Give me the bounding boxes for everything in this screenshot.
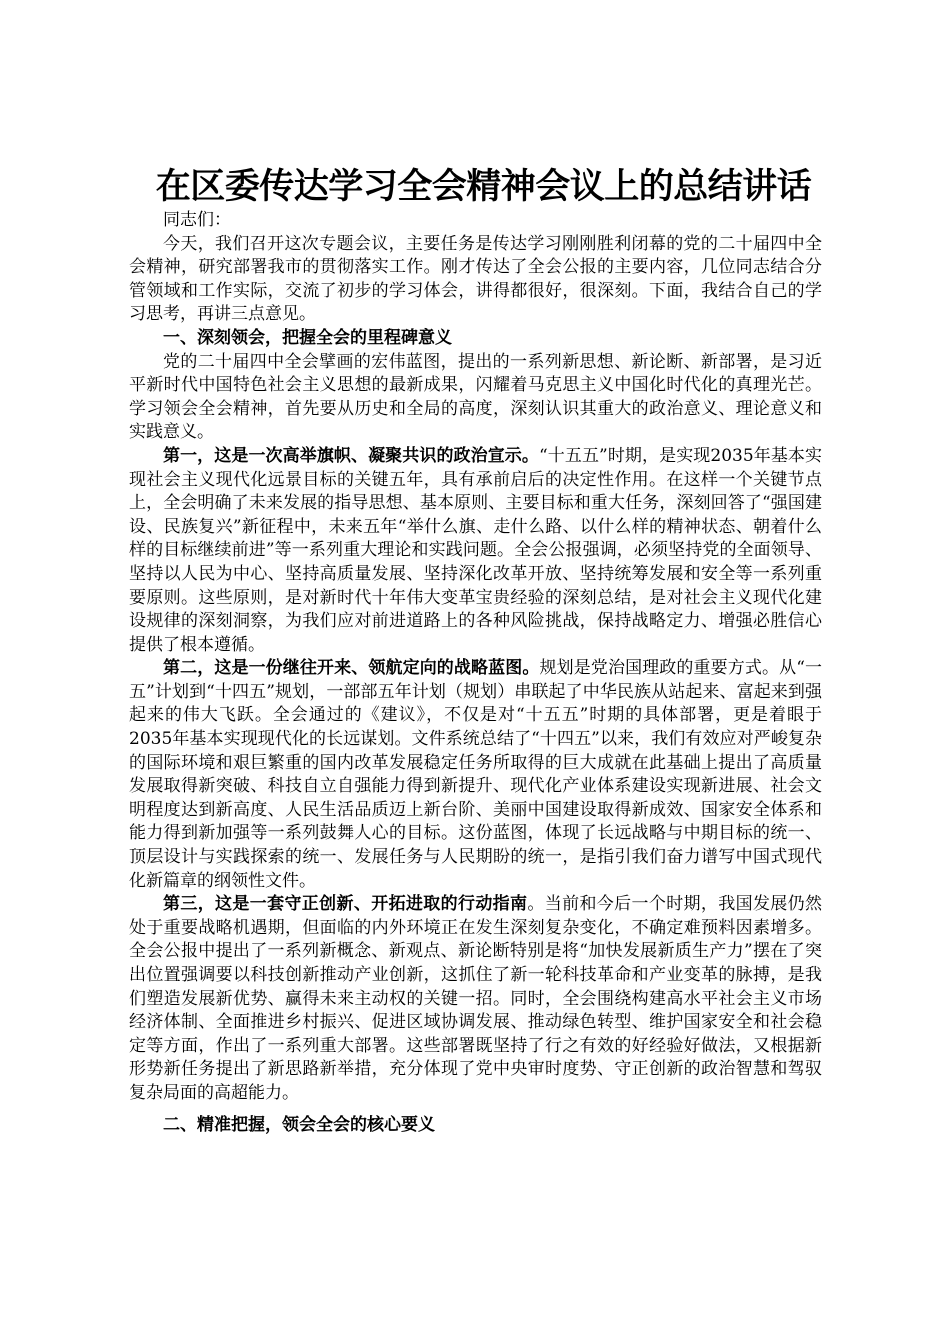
point-lead-2: 第二，这是一份继往开来、领航定向的战略蓝图。	[163, 658, 540, 679]
point-paragraph-2	[129, 657, 822, 893]
document-page	[129, 165, 822, 1137]
salutation: 同志们：	[163, 210, 231, 230]
section-heading-2: 二、精准把握，领会全会的核心要义	[163, 1114, 435, 1135]
section1-intro-paragraph: 党的二十届四中全会擘画的宏伟蓝图，提出的一系列新思想、新论断、新部署，是习近平新时代中国特色社会主义思想的最新成果，闪耀着马克思主义中国化时代化的真理光芒。学习领会全会精神，首先要从历史和全局的高度，深刻认识其重大的政治意义、理论意义和实践意义。	[129, 351, 822, 443]
document-title: 在区委传达学习全会精神会议上的总结讲话	[155, 166, 812, 207]
point-text-2: 规划是党治国理政的重要方式。从“一五”计划到“十四五”规划，一部部五年计划（规划）串联起了中华民族从站起来、富起来到强起来的伟大飞跃。全会通过的《建议》，不仅是对“十五五”时期的具体部署，更是着眼于2035年基本实现现代化的长远谋划。文件系统总结了“十四五”以来，我们有效应对严峻复杂的国际环境和艰巨繁重的国内改革发展稳定任务所取得的巨大成就在此基础上提出了高质量发展取得新突破、科技自立自强能力得到新提升、现代化产业体系建设实现新进展、社会文明程度达到新高度、人民生活品质迈上新台阶、美丽中国建设取得新成效、国家安全体系和能力得到新加强等一系列鼓舞人心的目标。这份蓝图，体现了长远战略与中期目标的统一、顶层设计与实践探索的统一、发展任务与人民期盼的统一，是指引我们奋力谱写中国式现代化新篇章的纲领性文件。	[129, 658, 822, 891]
point-text-1: “十五五”时期，是实现2035年基本实现社会主义现代化远景目标的关键五年，具有承前启后的决定性作用。在这样一个关键节点上，全会明确了未来发展的指导思想、基本原则、主要目标和重大任务，深刻回答了“强国建设、民族复兴”新征程中，未来五年“举什么旗、走什么路、以什么样的精神状态、朝着什么样的目标继续前进”等一系列重大理论和实践问题。全会公报强调，必须坚持党的全面领导、坚持以人民为中心、坚持高质量发展、坚持深化改革开放、坚持统筹发展和安全等一系列重要原则。这些原则，是对新时代十年伟大变革宝贵经验的深刻总结，是对社会主义现代化建设规律的深刻洞察，为我们应对前进道路上的各种风险挑战，保持战略定力、增强必胜信心提供了根本遵循。	[129, 445, 823, 655]
point-paragraph-3	[129, 893, 822, 1105]
point-text-3: 。当前和今后一个时期，我国发展仍然处于重要战略机遇期，但面临的内外环境正在发生深刻复杂变化，不确定难预料因素增多。全会公报中提出了一系列新概念、新观点、新论断特别是将“加快发展新质生产力”摆在了突出位置强调要以科技创新推动产业创新，这抓住了新一轮科技革命和产业变革的脉搏，是我们塑造发展新优势、赢得未来主动权的关键一招。同时，全会围绕构建高水平社会主义市场经济体制、全面推进乡村振兴、促进区域协调发展、推动绿色转型、维护国家安全和社会稳定等方面，作出了一系列重大部署。这些部署既坚持了行之有效的好经验好做法，又根据新形势新任务提出了新思路新举措，充分体现了党中央审时度势、守正创新的政治智慧和驾驭复杂局面的高超能力。	[129, 894, 823, 1103]
intro-paragraph: 今天，我们召开这次专题会议，主要任务是传达学习刚刚胜利闭幕的党的二十届四中全会精神，研究部署我市的贯彻落实工作。刚才传达了全会公报的主要内容，几位同志结合分管领域和工作实际，交流了初步的学习体会，讲得都很好，很深刻。下面，我结合自己的学习思考，再讲三点意见。	[129, 233, 822, 325]
section-heading-1: 一、深刻领会，把握全会的里程碑意义	[163, 327, 452, 348]
point-lead-3: 第三，这是一套守正创新、开拓进取的行动指南	[163, 894, 528, 915]
point-lead-1: 第一，这是一次高举旗帜、凝聚共识的政治宣示。	[163, 445, 539, 466]
point-paragraph-1	[129, 445, 822, 657]
